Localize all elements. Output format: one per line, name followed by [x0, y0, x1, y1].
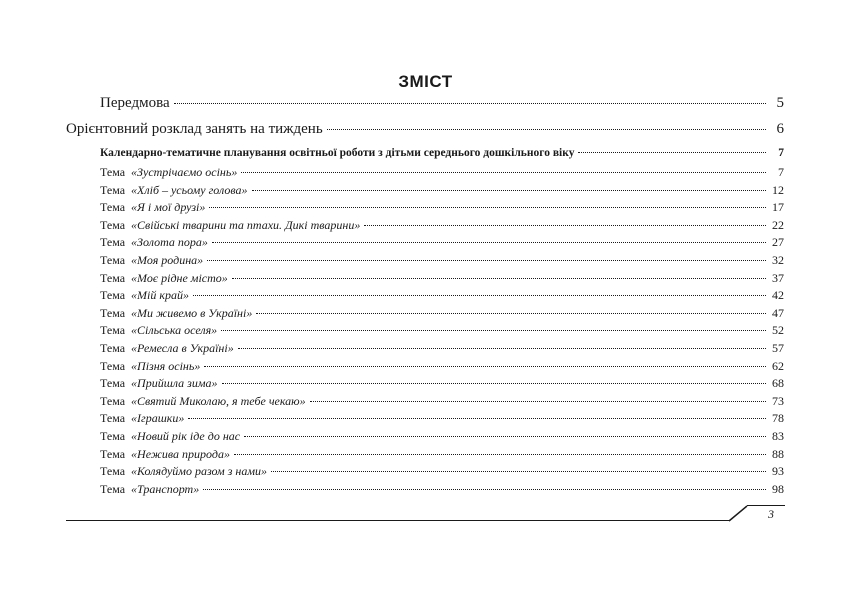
dot-leader	[252, 190, 766, 191]
toc-topic-label	[100, 429, 240, 444]
dot-leader	[238, 348, 766, 349]
toc-topic-prefix: Тема	[100, 165, 126, 179]
toc-topic-label	[100, 271, 228, 286]
toc-entry-page: 6	[776, 121, 784, 137]
dot-leader	[234, 454, 766, 455]
toc-topic-name: «Ремесла в Україні»	[131, 341, 234, 355]
toc-topic-label	[100, 200, 205, 215]
toc-topic-prefix: Тема	[100, 235, 126, 250]
toc-topic-label	[100, 482, 199, 497]
toc-topic-entry[interactable]	[100, 482, 784, 497]
toc-topic-label	[100, 359, 200, 374]
dot-leader	[212, 242, 766, 243]
toc-topic-label	[100, 288, 189, 303]
toc-topic-entry[interactable]	[100, 183, 784, 198]
toc-topic-page: 57	[772, 341, 784, 355]
dot-leader	[310, 401, 766, 402]
toc-section-label: Календарно-тематичне планування освітньої роботи з дітьми середнього дошкільного віку	[100, 147, 575, 159]
toc-topic-page: 68	[772, 376, 784, 391]
toc-topic-prefix: Тема	[100, 270, 126, 285]
footer-rule-slope	[728, 505, 748, 522]
toc-topic-label	[100, 323, 217, 338]
dot-leader	[241, 172, 766, 173]
toc-entry-page: 5	[776, 95, 784, 111]
dot-leader	[204, 366, 766, 367]
toc-topic-page: 52	[772, 323, 784, 338]
dot-leader	[174, 103, 766, 104]
toc-topic-page: 37	[772, 270, 784, 285]
toc-topic-entry[interactable]	[100, 429, 784, 444]
dot-leader	[203, 489, 766, 490]
toc-entry-preface[interactable]	[100, 95, 784, 112]
footer-rule	[66, 520, 730, 521]
toc-topic-prefix: Тема	[100, 446, 126, 461]
toc-topic-label	[100, 394, 306, 409]
toc-topic-name: «Золота пора»	[131, 235, 208, 250]
toc-topic-prefix: Тема	[100, 182, 126, 197]
toc-topic-label	[100, 183, 248, 198]
toc-topic-page: 27	[772, 235, 784, 250]
dot-leader	[221, 330, 766, 331]
toc-topic-label	[100, 306, 252, 321]
footer-rule-top	[747, 505, 785, 506]
toc-topic-prefix: Тема	[100, 200, 126, 215]
toc-section-page: 7	[778, 147, 784, 159]
toc-topic-name: «Я і мої друзі»	[131, 200, 206, 215]
toc-topic-page: 17	[772, 200, 784, 215]
toc-topic-name: «Іграшки»	[131, 411, 185, 426]
toc-topic-prefix: Тема	[100, 411, 126, 426]
toc-topic-name: «Нежива природа»	[131, 446, 230, 461]
toc-topic-label	[100, 341, 234, 356]
toc-topic-label	[100, 376, 218, 391]
dot-leader	[232, 278, 766, 279]
toc-topic-prefix: Тема	[100, 358, 126, 373]
toc-topic-entry[interactable]	[100, 411, 784, 426]
toc-topic-entry[interactable]	[100, 200, 784, 215]
toc-entry-schedule[interactable]	[66, 121, 784, 138]
toc-topic-prefix: Тема	[100, 464, 126, 479]
dot-leader	[578, 152, 766, 153]
toc-topic-label	[100, 464, 267, 479]
toc-topic-label	[100, 165, 237, 180]
toc-topic-label	[100, 447, 230, 462]
toc-topic-name: «Зустрічаємо осінь»	[131, 165, 238, 179]
toc-topic-name: «Ми живемо в Україні»	[131, 305, 253, 320]
toc-topic-entry[interactable]	[100, 271, 784, 286]
toc-topic-name: «Сільська оселя»	[131, 323, 218, 338]
dot-leader	[256, 313, 766, 314]
toc-section-heading[interactable]	[100, 147, 784, 159]
toc-topic-label	[100, 235, 208, 250]
toc-topic-prefix: Тема	[100, 217, 126, 232]
dot-leader	[207, 260, 766, 261]
toc-topic-entry[interactable]	[100, 306, 784, 321]
toc-topic-entry[interactable]	[100, 235, 784, 250]
toc-topic-label	[100, 411, 184, 426]
toc-topic-name: «Пізня осінь»	[131, 358, 201, 373]
toc-topic-page: 32	[772, 253, 784, 267]
toc-topic-entry[interactable]	[100, 464, 784, 479]
toc-topic-name: «Святий Миколаю, я тебе чекаю»	[131, 393, 306, 408]
toc-topic-name: «Прийшла зима»	[131, 376, 218, 391]
toc-topic-name: «Моя родина»	[131, 253, 204, 267]
toc-topic-prefix: Тема	[100, 288, 126, 303]
toc-topic-entry[interactable]	[100, 253, 784, 268]
toc-topic-page: 12	[772, 182, 784, 197]
dot-leader	[364, 225, 766, 226]
toc-topic-page: 83	[772, 429, 784, 443]
toc-topic-name: «Моє рідне місто»	[131, 270, 228, 285]
toc-topic-page: 7	[778, 165, 784, 179]
toc-topic-entry[interactable]	[100, 359, 784, 374]
toc-topic-prefix: Тема	[100, 341, 126, 355]
toc-topic-prefix: Тема	[100, 393, 126, 408]
toc-topic-page: 62	[772, 358, 784, 373]
toc-topic-page: 88	[772, 446, 784, 461]
dot-leader	[209, 207, 766, 208]
dot-leader	[244, 436, 766, 437]
toc-topic-entry[interactable]	[100, 165, 784, 180]
toc-topic-name: «Хліб – усьому голова»	[131, 182, 248, 197]
toc-topic-entry[interactable]	[100, 218, 784, 233]
dot-leader	[271, 471, 766, 472]
toc-topic-page: 47	[772, 305, 784, 320]
toc-topic-page: 22	[772, 217, 784, 232]
toc-topic-page: 42	[772, 288, 784, 303]
toc-topic-name: «Колядуймо разом з нами»	[131, 464, 267, 479]
toc-topic-page: 78	[772, 411, 784, 426]
toc-topic-entry[interactable]	[100, 447, 784, 462]
toc-topic-entry[interactable]	[100, 288, 784, 303]
toc-topic-name: «Мій край»	[131, 288, 189, 303]
toc-topic-entry[interactable]	[100, 323, 784, 338]
toc-topic-prefix: Тема	[100, 305, 126, 320]
toc-topic-page: 93	[772, 464, 784, 479]
toc-topic-prefix: Тема	[100, 429, 126, 443]
toc-topic-name: «Свійські тварини та птахи. Дикі тварини»	[131, 217, 361, 232]
page-title: ЗМІСТ	[398, 72, 453, 91]
toc-topic-prefix: Тема	[100, 253, 126, 267]
page-number: 3	[768, 507, 774, 521]
toc-topic-prefix: Тема	[100, 323, 126, 338]
dot-leader	[188, 418, 766, 419]
dot-leader	[222, 383, 767, 384]
dot-leader	[327, 129, 766, 130]
toc-topic-prefix: Тема	[100, 481, 126, 496]
toc-topic-entry[interactable]	[100, 394, 784, 409]
dot-leader	[193, 295, 766, 296]
toc-topic-page: 98	[772, 481, 784, 496]
toc-topic-entry[interactable]	[100, 376, 784, 391]
toc-topic-label	[100, 253, 203, 268]
toc-entry-label: Орієнтовний розклад занять на тиждень	[66, 121, 323, 137]
toc-entry-label: Передмова	[100, 95, 170, 111]
toc-topic-page: 73	[772, 393, 784, 408]
toc-topic-name: «Новий рік іде до нас	[131, 429, 241, 443]
toc-topic-prefix: Тема	[100, 376, 126, 391]
toc-topic-label	[100, 218, 360, 233]
toc-topic-name: «Транспорт»	[131, 481, 200, 496]
toc-topic-entry[interactable]	[100, 341, 784, 356]
